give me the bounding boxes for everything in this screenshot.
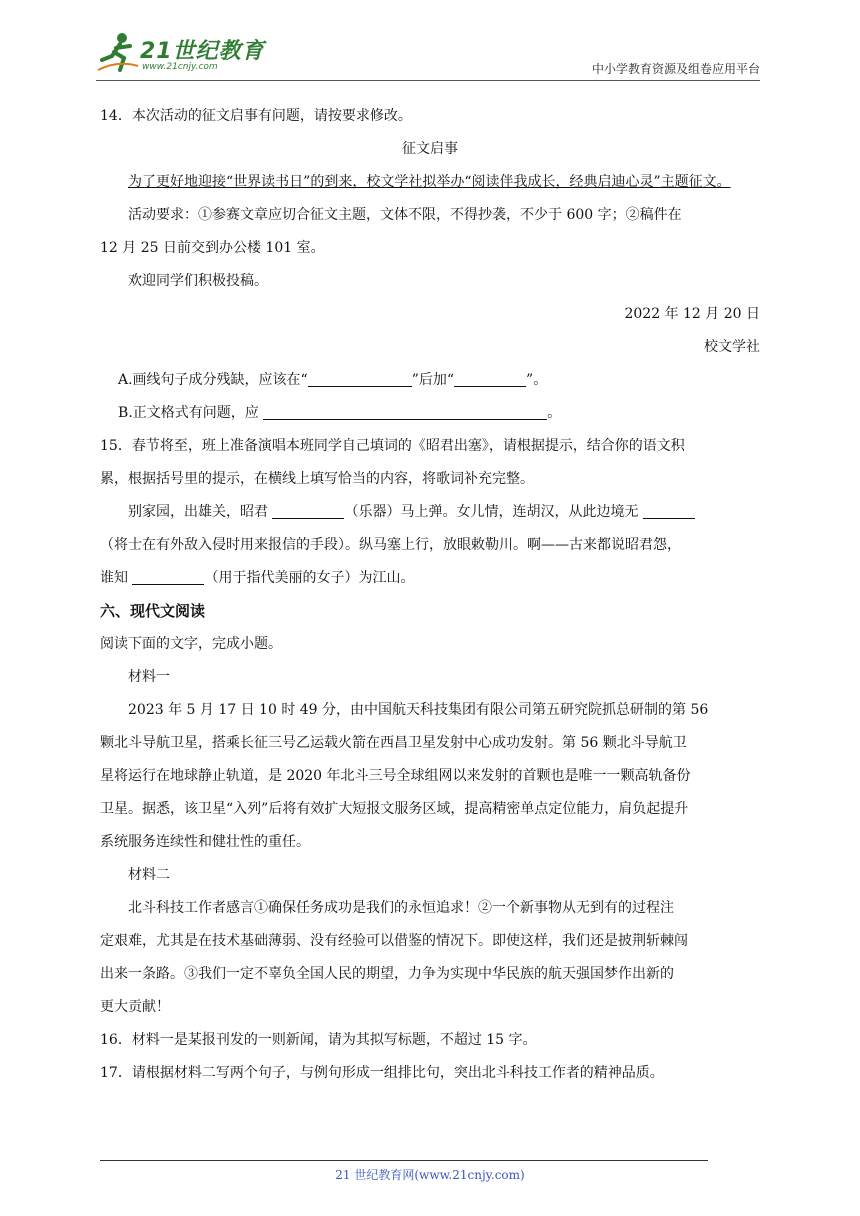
material-2-line: 北斗科技工作者感言①确保任务成功是我们的永恒追求！②一个新事物从无到有的过程注: [128, 900, 674, 916]
q15-stem-line1: 15．春节将至，班上准备演唱本班同学自己填词的《昭君出塞》，请根据提示，结合你的语文积: [100, 438, 685, 454]
page-header: [96, 30, 760, 80]
platform-name: 中小学教育资源及组卷应用平台: [591, 62, 760, 76]
lyric-line1: 别家园，出雄关，昭君 （乐器）马上弹。女儿情，连胡汉，从此边境无: [100, 496, 760, 529]
logo-text: 21世纪教育: [140, 39, 265, 64]
q16-stem: 16．材料一是某报刊发的一则新闻，请为其拟写标题，不超过 15 字。: [100, 1032, 537, 1048]
material-1-label: 材料一: [128, 669, 170, 685]
footer-divider: [100, 1160, 708, 1161]
header-divider: [96, 80, 760, 81]
notice-signature: 校文学社: [704, 339, 760, 355]
material-2-line: 更大贡献！: [100, 999, 170, 1015]
q14-option-a: A.画线句子成分残缺，应该在“ ”后加“ ”。: [118, 372, 548, 388]
notice-date: 2022 年 12 月 20 日: [624, 306, 760, 322]
q15-stem-line2: 累，根据括号里的提示，在横线上填写恰当的内容，将歌词补充完整。: [100, 471, 534, 487]
material-2-label: 材料二: [128, 867, 170, 883]
site-logo: [96, 30, 296, 78]
answer-blank[interactable]: [454, 370, 526, 387]
material-1-line: 系统服务连续性和健壮性的重任。: [100, 834, 310, 850]
lyric-line2: （将士在有外敌入侵时用来报信的手段）。纵马塞上行，放眼敕勒川。啊——古来都说昭君怨，: [100, 537, 681, 553]
answer-blank[interactable]: [132, 568, 204, 585]
answer-blank[interactable]: [643, 502, 695, 519]
answer-blank[interactable]: [308, 370, 412, 387]
material-1-line: 星将运行在地球静止轨道，是 2020 年北斗三号全球组网以来发射的首颗也是唯一一颗高轨备份: [100, 768, 691, 784]
section-intro: 阅读下面的文字，完成小题。: [100, 636, 282, 652]
document-body: [100, 100, 760, 1090]
answer-blank[interactable]: [263, 403, 547, 420]
lyric-line3: 谁知 （用于指代美丽的女子）为江山。: [100, 570, 415, 586]
material-2-line: 定艰难，尤其是在技术基础薄弱、没有经验可以借鉴的情况下。即使这样，我们还是披荆斩棘闯: [100, 933, 688, 949]
notice-requirement-line2: 12 月 25 日前交到办公楼 101 室。: [100, 240, 325, 256]
material-1-line: 颗北斗导航卫星，搭乘长征三号乙运载火箭在西昌卫星发射中心成功发射。第 56 颗北斗导航卫: [100, 735, 687, 751]
q17-stem: 17．请根据材料二写两个句子，与例句形成一组排比句，突出北斗科技工作者的精神品质。: [100, 1065, 664, 1081]
notice-welcome: 欢迎同学们积极投稿。: [128, 273, 268, 289]
section-title: 六、现代文阅读: [100, 602, 206, 620]
material-1-line: 2023 年 5 月 17 日 10 时 49 分，由中国航天科技集团有限公司第五研究院抓总研制的第 56: [128, 702, 709, 718]
material-1-line: 卫星。据悉，该卫星“入列”后将有效扩大短报文服务区域，提高精密单点定位能力，肩负起提升: [100, 801, 689, 817]
answer-blank[interactable]: [272, 502, 344, 519]
notice-title: 征文启事: [402, 141, 458, 157]
footer-text: 21 世纪教育网(www.21cnjy.com): [335, 1168, 525, 1182]
underlined-sentence: 为了更好地迎接“世界读书日”的到来，校文学社拟举办“阅读伴我成长，经典启迪心灵”主题征文。: [128, 174, 731, 190]
runner-logo-icon: [96, 30, 140, 74]
notice-requirement-line1: 活动要求：①参赛文章应切合征文主题，文体不限，不得抄袭，不少于 600 字；②稿件在: [128, 207, 682, 223]
q14-stem: 14．本次活动的征文启事有问题，请按要求修改。: [100, 108, 412, 124]
logo-url: www.21cnjy.com: [142, 62, 218, 72]
q14-option-b: B.正文格式有问题，应 。: [118, 405, 562, 421]
material-2-line: 出来一条路。③我们一定不辜负全国人民的期望，力争为实现中华民族的航天强国梦作出新的: [100, 966, 674, 982]
